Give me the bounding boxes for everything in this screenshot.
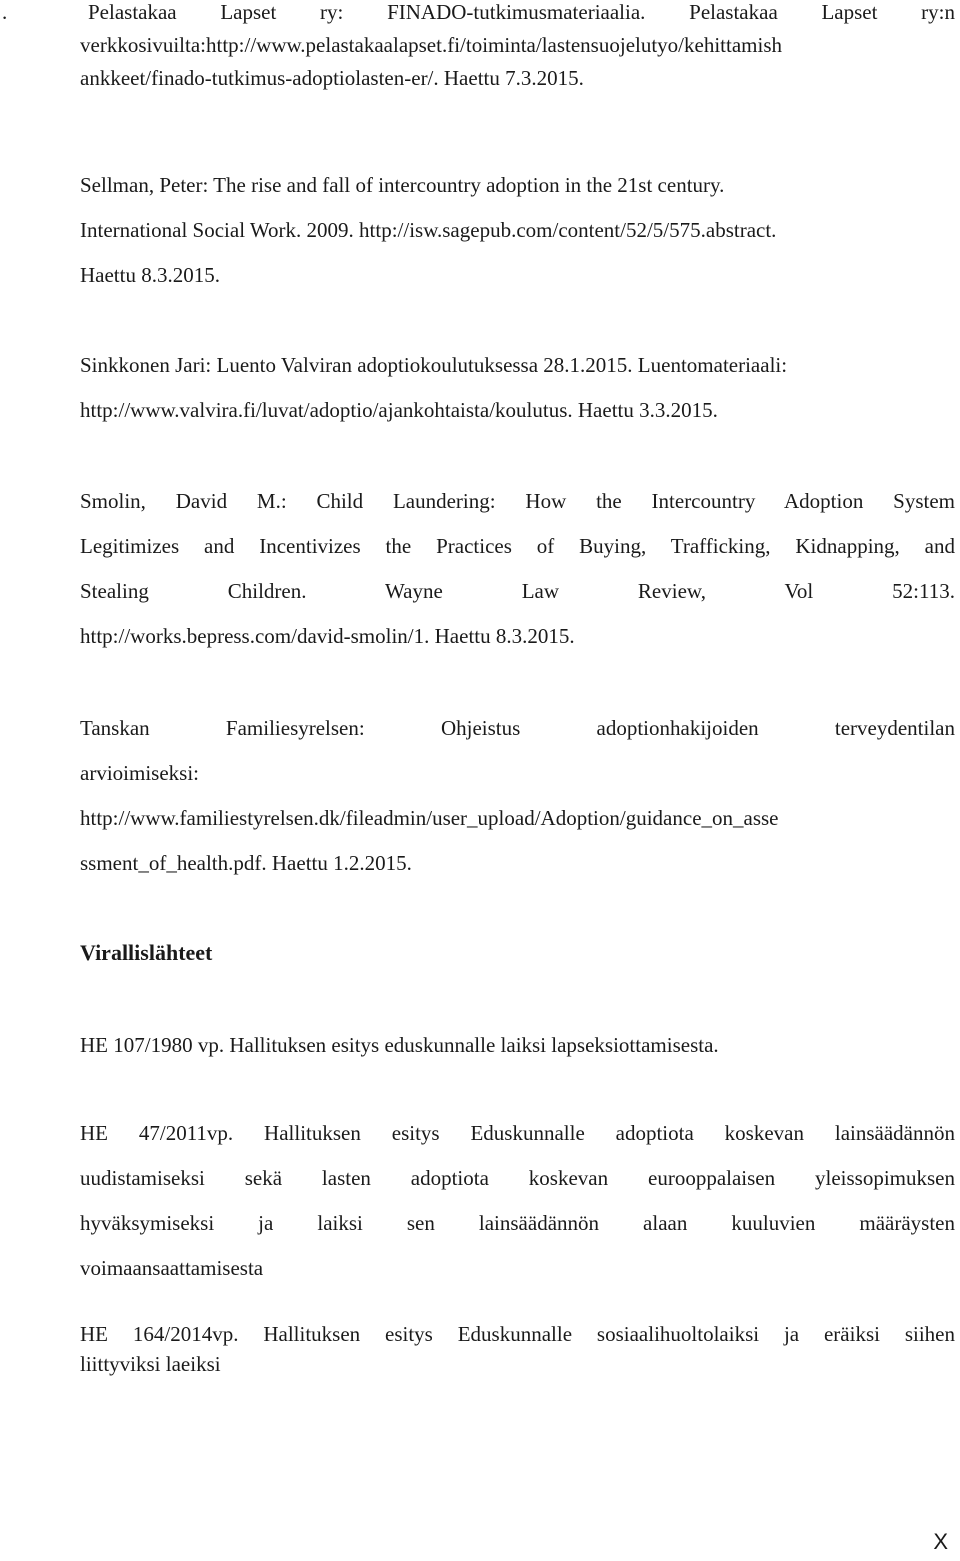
reference-finado-line-2: verkkosivuilta:http://www.pelastakaalapset.fi/toiminta/lastensuojelutyo/kehittamish bbox=[80, 33, 783, 57]
reference-tanskan-line-2: arvioimiseksi: bbox=[80, 761, 199, 785]
reference-sellman bbox=[80, 163, 955, 298]
official-he-107-line-1: HE 107/1980 vp. Hallituksen esitys eduskunnalle laiksi lapseksiottamisesta. bbox=[80, 1033, 719, 1057]
official-he-164-2014 bbox=[80, 1319, 955, 1379]
official-he-47-line-3: hyväksymiseksi ja laiksi sen lainsäädännön alaan kuuluvien määräysten bbox=[80, 1211, 955, 1235]
reference-sellman-line-1: Sellman, Peter: The rise and fall of intercountry adoption in the 21st century. bbox=[80, 173, 725, 197]
reference-finado-line-1: Pelastakaa Lapset ry: FINADO-tutkimusmateriaalia. Pelastakaa Lapset ry:n bbox=[88, 0, 955, 24]
official-he-107-1980 bbox=[80, 1030, 955, 1060]
official-he-164-line-2: liittyviksi laeiksi bbox=[80, 1352, 221, 1376]
reference-sinkkonen-line-2: http://www.valvira.fi/luvat/adoptio/ajankohtaista/koulutus. Haettu 3.3.2015. bbox=[80, 398, 718, 422]
official-he-47-line-1: HE 47/2011vp. Hallituksen esitys Eduskunnalle adoptiota koskevan lainsäädännön bbox=[80, 1121, 955, 1145]
reference-sinkkonen bbox=[80, 343, 955, 433]
reference-sellman-line-2: International Social Work. 2009. http://isw.sagepub.com/content/52/5/575.abstract. bbox=[80, 218, 777, 242]
leading-dot: . bbox=[2, 0, 8, 24]
official-he-164-line-1: HE 164/2014vp. Hallituksen esitys Eduskunnalle sosiaalihuoltolaiksi ja eräiksi siihen bbox=[80, 1322, 955, 1346]
official-he-47-2011 bbox=[80, 1111, 955, 1291]
reference-finado bbox=[0, 0, 955, 95]
page-number: X bbox=[933, 1529, 948, 1554]
reference-tanskan-line-3: http://www.familiestyrelsen.dk/fileadmin/user_upload/Adoption/guidance_on_asse bbox=[80, 806, 779, 830]
official-he-47-line-2: uudistamiseksi sekä lasten adoptiota koskevan eurooppalaisen yleissopimuksen bbox=[80, 1166, 955, 1190]
reference-tanskan-line-4: ssment_of_health.pdf. Haettu 1.2.2015. bbox=[80, 851, 412, 875]
reference-smolin bbox=[80, 479, 955, 659]
reference-smolin-line-4: http://works.bepress.com/david-smolin/1. Haettu 8.3.2015. bbox=[80, 624, 575, 648]
official-he-47-line-4: voimaansaattamisesta bbox=[80, 1256, 264, 1280]
reference-tanskan-line-1: Tanskan Familiesyrelsen: Ohjeistus adoptionhakijoiden terveydentilan bbox=[80, 716, 955, 740]
reference-smolin-line-2: Legitimizes and Incentivizes the Practices of Buying, Trafficking, Kidnapping, and bbox=[80, 534, 955, 558]
reference-sinkkonen-line-1: Sinkkonen Jari: Luento Valviran adoptiokoulutuksessa 28.1.2015. Luentomateriaali: bbox=[80, 353, 788, 377]
reference-sellman-line-3: Haettu 8.3.2015. bbox=[80, 263, 220, 287]
reference-smolin-line-3: Stealing Children. Wayne Law Review, Vol 52:113. bbox=[80, 579, 955, 603]
reference-smolin-line-1: Smolin, David M.: Child Laundering: How the Intercountry Adoption System bbox=[80, 489, 955, 513]
reference-finado-line-3: ankkeet/finado-tutkimus-adoptiolasten-er/. Haettu 7.3.2015. bbox=[80, 66, 584, 90]
reference-tanskan bbox=[80, 706, 955, 886]
section-heading-virallislahteet: Virallislähteet bbox=[80, 940, 213, 965]
